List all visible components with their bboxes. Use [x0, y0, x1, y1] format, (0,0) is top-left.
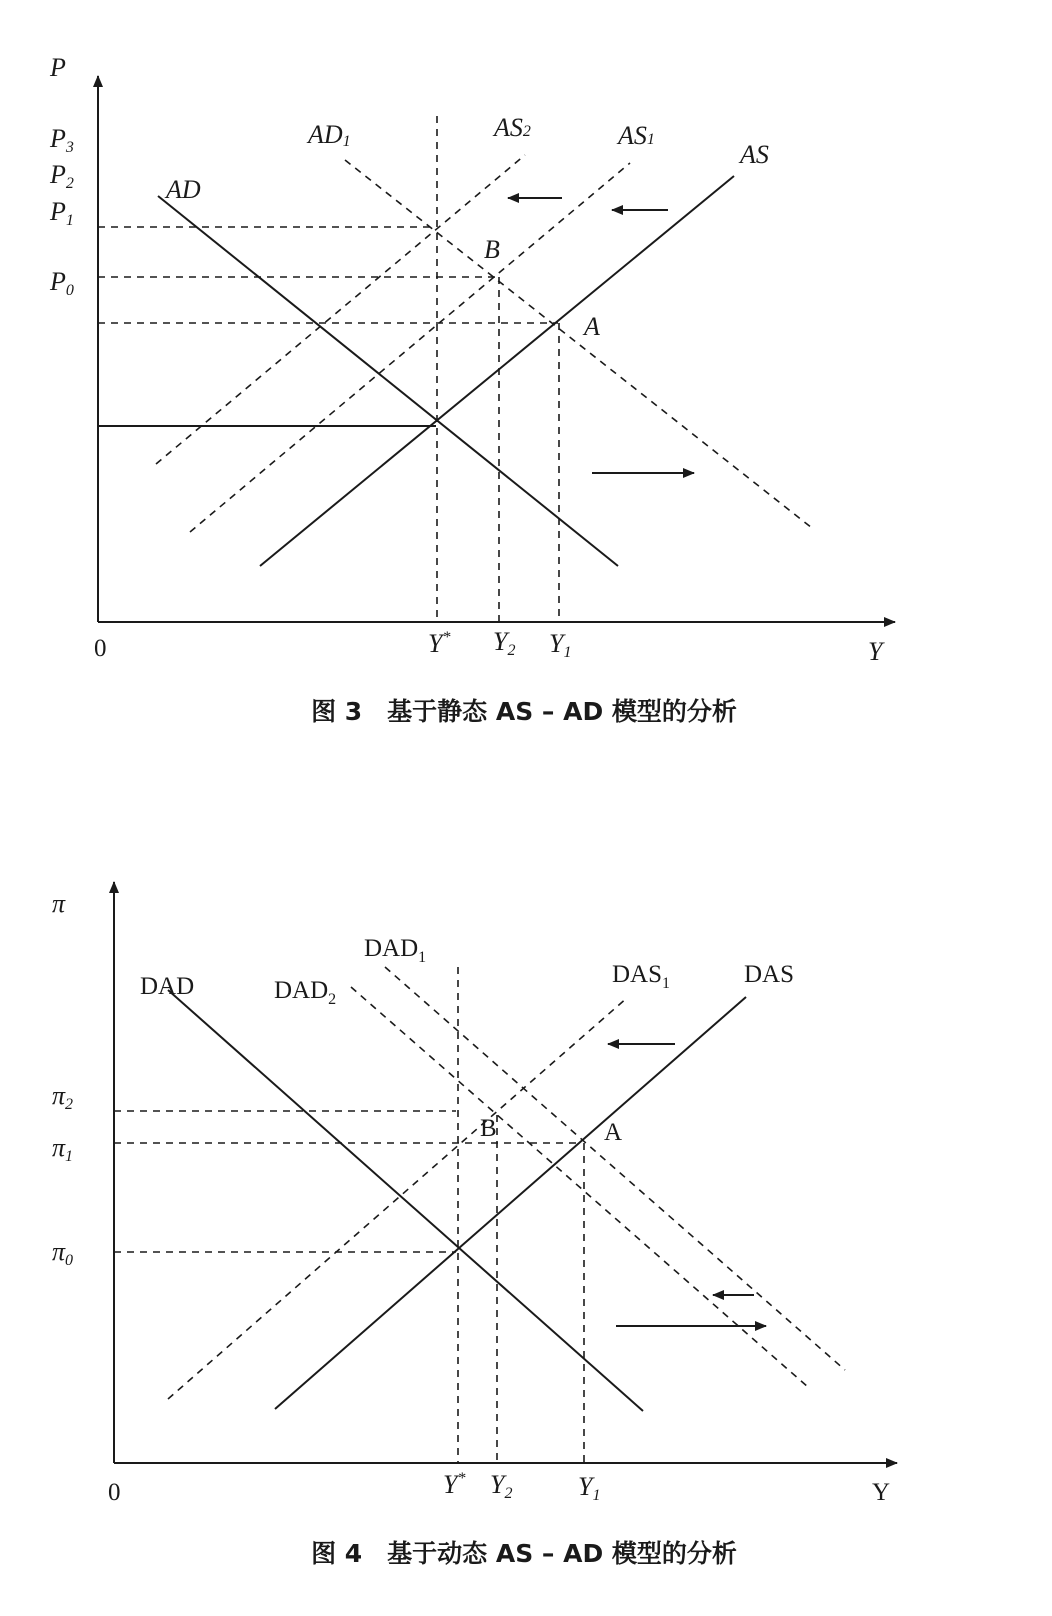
figure-3 [49, 53, 895, 726]
fig3-ad1-curve [345, 160, 812, 528]
fig4-dad-label: DAD [140, 973, 195, 1000]
fig3-ad-curve [158, 196, 618, 566]
fig3-as1-curve [190, 163, 630, 532]
fig4-das-curve [275, 997, 746, 1409]
fig3-ystar-label: Y* [428, 629, 451, 658]
fig4-das-label: DAS [744, 961, 795, 988]
fig4-origin-label: 0 [108, 1479, 121, 1506]
fig3-as1-label: AS1 [618, 121, 655, 150]
fig4-ystar-label: Y* [443, 1470, 466, 1499]
fig3-p3-label: P3 [50, 124, 74, 156]
fig3-ad1-label: AD1 [308, 120, 351, 150]
fig3-point-b: B [484, 235, 500, 264]
fig4-das1-curve [168, 997, 628, 1399]
fig4-y1-label: Y1 [578, 1472, 601, 1504]
fig4-dad1-label: $DAD_1$ [364, 935, 427, 966]
fig3-point-a: A [584, 312, 600, 341]
fig4-dad1-curve [385, 967, 845, 1370]
fig3-as2-curve [156, 155, 525, 464]
fig3-x-axis-label: Y [868, 637, 883, 666]
fig3-y2-label: Y2 [493, 627, 516, 659]
fig4-pi0-label: π0 [52, 1237, 74, 1269]
fig4-point-b: B [480, 1115, 497, 1142]
fig4-y2-label: Y2 [490, 1470, 513, 1502]
fig3-caption: 图 3 基于静态 AS – AD 模型的分析 [311, 697, 737, 726]
fig3-y-axis-label: P [50, 53, 66, 82]
fig3-ad-label: AD [166, 175, 201, 204]
fig4-pi1-label: π1 [52, 1133, 74, 1165]
fig4-dad2-label: $DAD_2$ [274, 977, 337, 1008]
fig4-das1-label: $DAS_1$ [612, 961, 671, 992]
fig3-origin-label: 0 [94, 635, 107, 662]
fig4-caption: 图 4 基于动态 AS – AD 模型的分析 [311, 1539, 737, 1568]
fig3-as2-label: AS2 [494, 113, 531, 142]
fig3-p0-label: P0 [50, 267, 74, 299]
fig3-p2-label: P2 [50, 160, 74, 192]
fig3-y1-label: Y1 [549, 629, 572, 661]
fig4-y-axis-label: π [52, 889, 66, 918]
fig4-dad-curve [168, 990, 643, 1411]
fig4-point-a: A [604, 1119, 623, 1146]
fig4-pi2-label: π2 [52, 1081, 74, 1113]
fig3-as-label: AS [740, 140, 769, 169]
fig4-x-axis-label: Y [872, 1479, 891, 1506]
figure-4 [52, 882, 897, 1568]
fig3-p1-label: P1 [50, 197, 74, 229]
